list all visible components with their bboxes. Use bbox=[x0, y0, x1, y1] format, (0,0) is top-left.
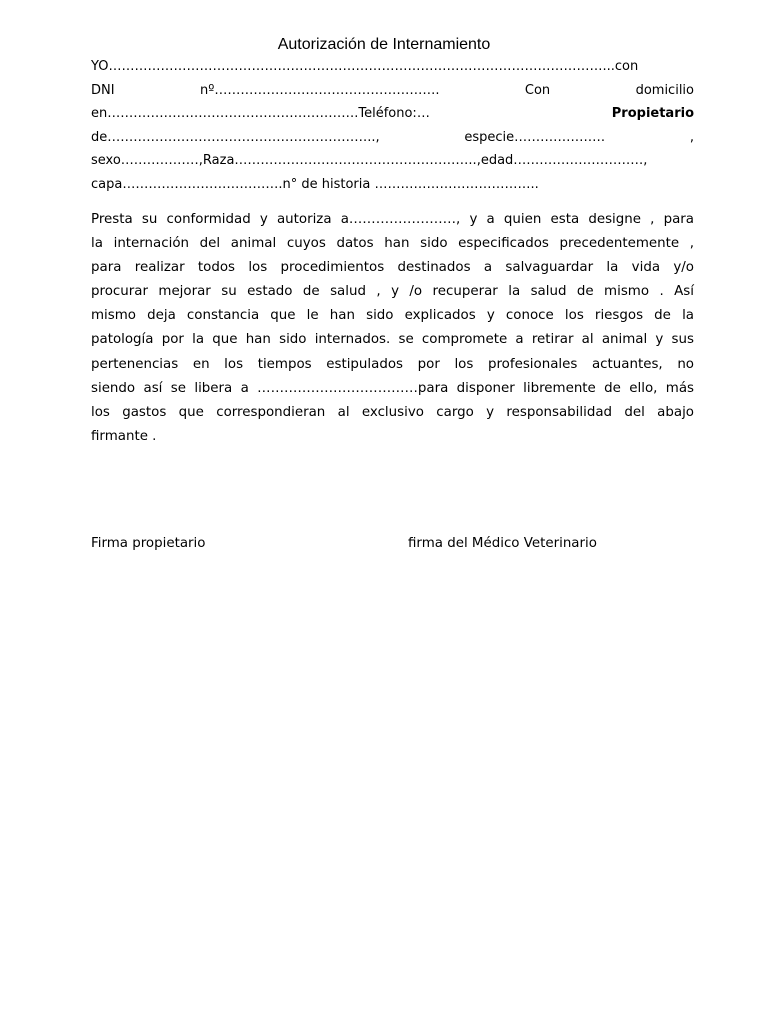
domicilio-text: domicilio bbox=[635, 82, 694, 98]
vet-signature-label: firma del Médico Veterinario bbox=[408, 536, 597, 551]
owner-signature-label: Firma propietario bbox=[91, 536, 206, 551]
propietario-label: Propietario bbox=[611, 106, 694, 121]
signature-section bbox=[0, 532, 768, 556]
con-text: Con bbox=[524, 82, 551, 98]
species-field: especie………………… bbox=[464, 129, 606, 145]
paragraph-line: patología por la que han sido internados. se compromete a retirar al animal y sus bbox=[91, 332, 694, 348]
paragraph-line: para realizar todos los procedimientos destinados a salvaguardar la vida y/o bbox=[91, 260, 694, 276]
address-phone-field: en………………………………………………….Teléfono:… bbox=[91, 106, 430, 121]
sex-breed-age-field: sexo………………,Raza………………………………………………..,edad…………………………, bbox=[91, 153, 648, 168]
form-line-coat-history bbox=[91, 173, 694, 197]
paragraph-line: mismo deja constancia que le han sido explicados y conoce los riesgos de la bbox=[91, 308, 694, 324]
owner-form-fields bbox=[91, 55, 694, 196]
form-line-dni bbox=[91, 79, 694, 103]
paragraph-line: los gastos que correspondieran al exclusivo cargo y responsabilidad del abajo bbox=[91, 404, 694, 420]
owner-of-field: de…………………………………………………….., bbox=[91, 129, 380, 145]
paragraph-line: firmante . bbox=[91, 428, 157, 444]
dni-label: DNI bbox=[91, 82, 115, 98]
paragraph-line: Presta su conformidad y autoriza a……………………, y a quien esta designe , para bbox=[91, 212, 694, 227]
paragraph-line: siendo así se libera a ………………………………para disponer libremente de ello, más bbox=[91, 380, 694, 396]
form-line-owner-species bbox=[91, 126, 694, 150]
paragraph-line: la internación del animal cuyos datos han sido especificados precedentemente , bbox=[91, 236, 694, 252]
authorization-paragraph bbox=[91, 208, 694, 449]
comma-text: , bbox=[689, 129, 694, 145]
form-line-name bbox=[91, 55, 694, 79]
name-field-text: YO……………………………………………………………………………………………………...con bbox=[91, 59, 639, 74]
document-title: Autorización de Internamiento bbox=[277, 36, 491, 53]
paragraph-line: pertenencias en los tiempos estipulados por los profesionales actuantes, no bbox=[91, 356, 694, 372]
form-line-address bbox=[91, 102, 694, 126]
paragraph-line: procurar mejorar su estado de salud , y /o recuperar la salud de mismo . Así bbox=[91, 284, 694, 300]
coat-history-field: capa……………………………….n° de historia ……………………………….. bbox=[91, 176, 539, 192]
form-line-sex-breed-age bbox=[91, 149, 694, 173]
dni-number-field: nº……………………………………………. bbox=[199, 82, 440, 98]
